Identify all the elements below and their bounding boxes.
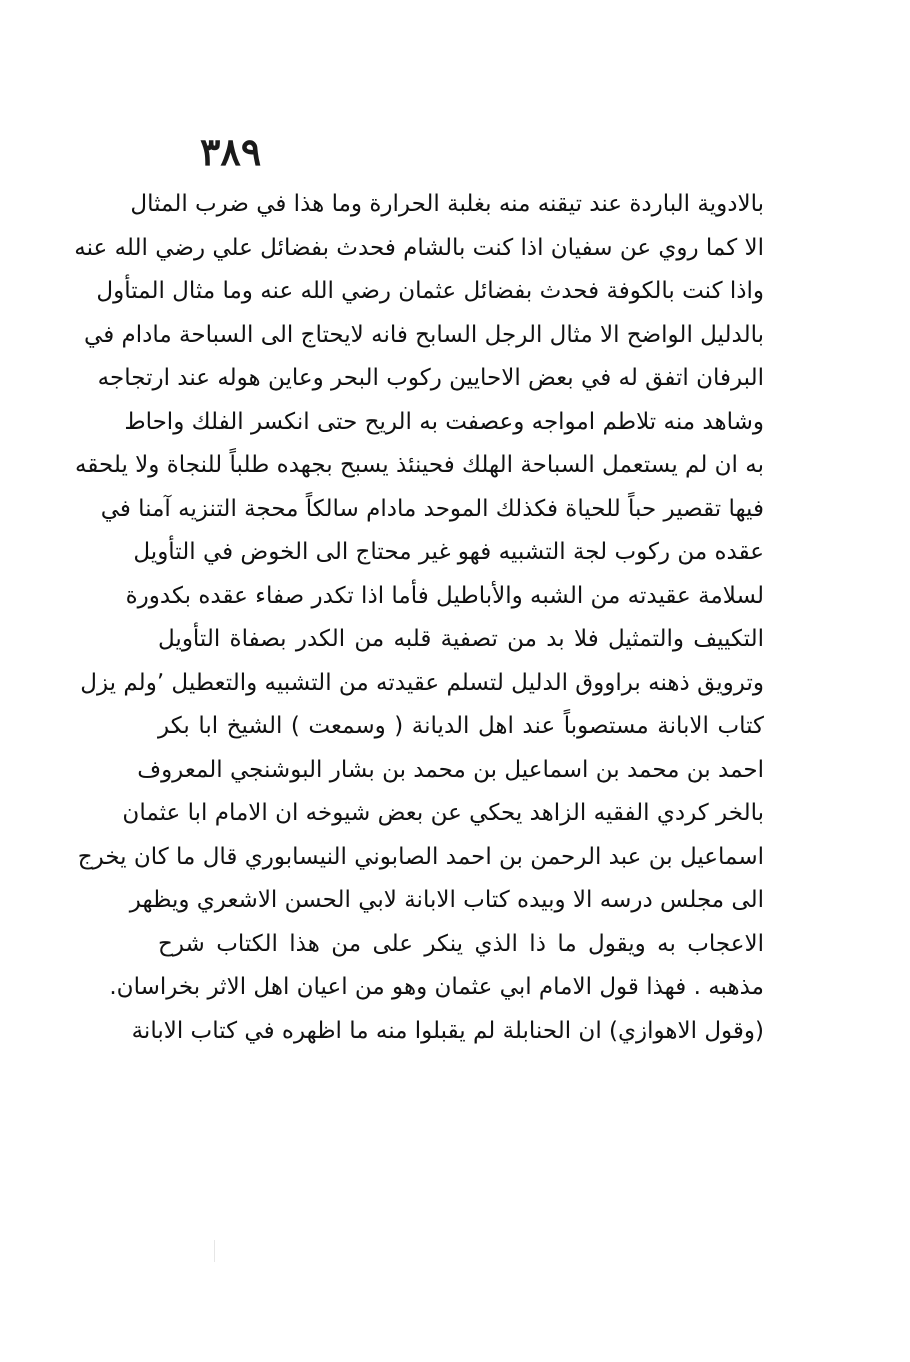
text-line: به ان لم يستعمل السباحة الهلك فحينئذ يسبح بجهده طلباً للنجاة ولا يلحقه xyxy=(75,452,764,478)
text-line: البرفان اتفق له في بعض الاحايين ركوب البحر وعاين هوله عند ارتجاجه xyxy=(97,365,764,391)
text-line: كتاب الابانة مستصوباً عند اهل الديانة ( وسمعت ) الشيخ ابا بكر xyxy=(158,713,764,739)
text-line: واذا كنت بالكوفة فحدث بفضائل عثمان رضي الله عنه وما مثال المتأول xyxy=(96,278,764,304)
text-line: بالخر كردي الفقيه الزاهد يحكي عن بعض شيوخه ان الامام ابا عثمان xyxy=(122,800,764,826)
text-line: مذهبه . فهذا قول الامام ابي عثمان وهو من اعيان اهل الاثر بخراسان. xyxy=(109,974,764,1000)
text-line: الى مجلس درسه الا وبيده كتاب الابانة لابي الحسن الاشعري ويظهر xyxy=(129,887,764,913)
text-line: وترويق ذهنه براووق الدليل لتسلم عقيدته من التشبيه والتعطيل ٬ولم يزل xyxy=(80,669,764,696)
page-number: ٣٨٩ xyxy=(200,129,262,174)
text-line: وشاهد منه تلاطم امواجه وعصفت به الريح حتى انكسر الفلك واحاط xyxy=(124,408,764,435)
text-line: (وقول الاهوازي) ان الحنابلة لم يقبلوا منه ما اظهره في كتاب الابانة xyxy=(131,1017,764,1044)
text-line: الاعجاب به ويقول ما ذا الذي ينكر على من هذا الكتاب شرح xyxy=(158,930,764,957)
text-line: اسماعيل بن عبد الرحمن بن احمد الصابوني النيسابوري قال ما كان يخرج xyxy=(77,843,764,870)
text-line: الا كما روي عن سفيان اذا كنت بالشام فحدث بفضائل علي رضي الله عنه xyxy=(74,234,764,261)
text-line: لسلامة عقيدته من الشبه والأباطيل فأما اذا تكدر صفاء عقده بكدورة xyxy=(125,582,764,609)
text-line: احمد بن محمد بن اسماعيل بن محمد بن بشار البوشنجي المعروف xyxy=(137,756,764,783)
text-line: فيها تقصير حباً للحياة فكذلك الموحد مادام سالكاً محجة التنزيه آمنا في xyxy=(100,495,764,522)
text-line: عقده من ركوب لجة التشبيه فهو غير محتاج الى الخوض في التأويل xyxy=(133,539,764,565)
text-line: بالادوية الباردة عند تيقنه منه بغلبة الحرارة وما هذا في ضرب المثال xyxy=(130,191,764,217)
text-line: بالدليل الواضح الا مثال الرجل السابح فانه لايحتاج الى السباحة مادام في xyxy=(84,321,764,348)
body-text xyxy=(74,183,764,1053)
text-line: التكييف والتمثيل فلا بد من تصفية قلبه من الكدر بصفاة التأويل xyxy=(158,626,764,652)
scan-mark xyxy=(214,1240,215,1262)
